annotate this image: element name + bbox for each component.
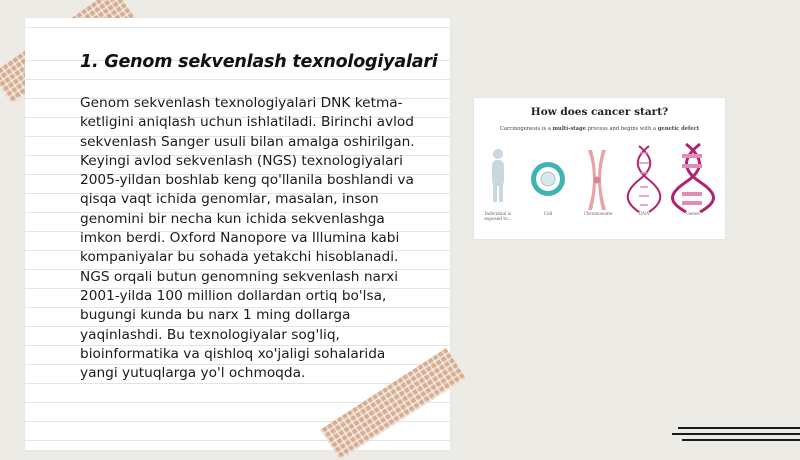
chromosome-icon (588, 150, 606, 210)
slide-title: 1. Genom sekvenlash texnologiyalari (80, 52, 438, 72)
label-individual: Individual is exposed to... (484, 212, 512, 222)
decorative-lines (672, 424, 800, 446)
cell-icon (531, 162, 565, 196)
label-dna: DNA (638, 212, 650, 217)
slide-paragraph: Genom sekvenlash texnologiyalari DNK ketma-ketligini aniqlash uchun ishlatiladi. Birinchi avlod sekvenlash Sanger usuli bilan amalga oshirilgan. Keyingi avlod sekvenlash (NGS) texnologiyalari 2005-yildan boshlab keng qo'llanila boshlandi va qisqa vaqt ichida genomlar, masalan, inson genomini bir necha kun ichida sekvenlashga imkon berdi. Oxford Nanopore va Illumina kabi kompaniyalar bu sohada yetakchi hisoblanadi. NGS orqali butun genomning sekvenlash narxi 2001-yilda 100 million dollardan ortiq bo'lsa, bugungi kunda bu narx 1 ming dollarga yaqinlashdi. Bu texnologiyalar sog'liq, bioinformatika va qishloq xo'jaligi sohalarida yangi yutuqlarga yo'l ochmoqda. (80, 95, 415, 382)
label-chromosome: Chromosome (583, 212, 613, 217)
infographic-subtitle: Carcinogenesis is a multi-stage process and begins with a genetic defect (499, 126, 700, 132)
genes-icon (673, 144, 714, 212)
human-figure-icon (492, 149, 504, 202)
infographic-title: How does cancer start? (530, 106, 669, 118)
cancer-infographic (474, 98, 725, 239)
dna-icon (628, 146, 661, 212)
label-cell: Cell (543, 212, 553, 217)
label-genes: Genes (686, 212, 700, 217)
infographic-illustration (474, 138, 725, 213)
